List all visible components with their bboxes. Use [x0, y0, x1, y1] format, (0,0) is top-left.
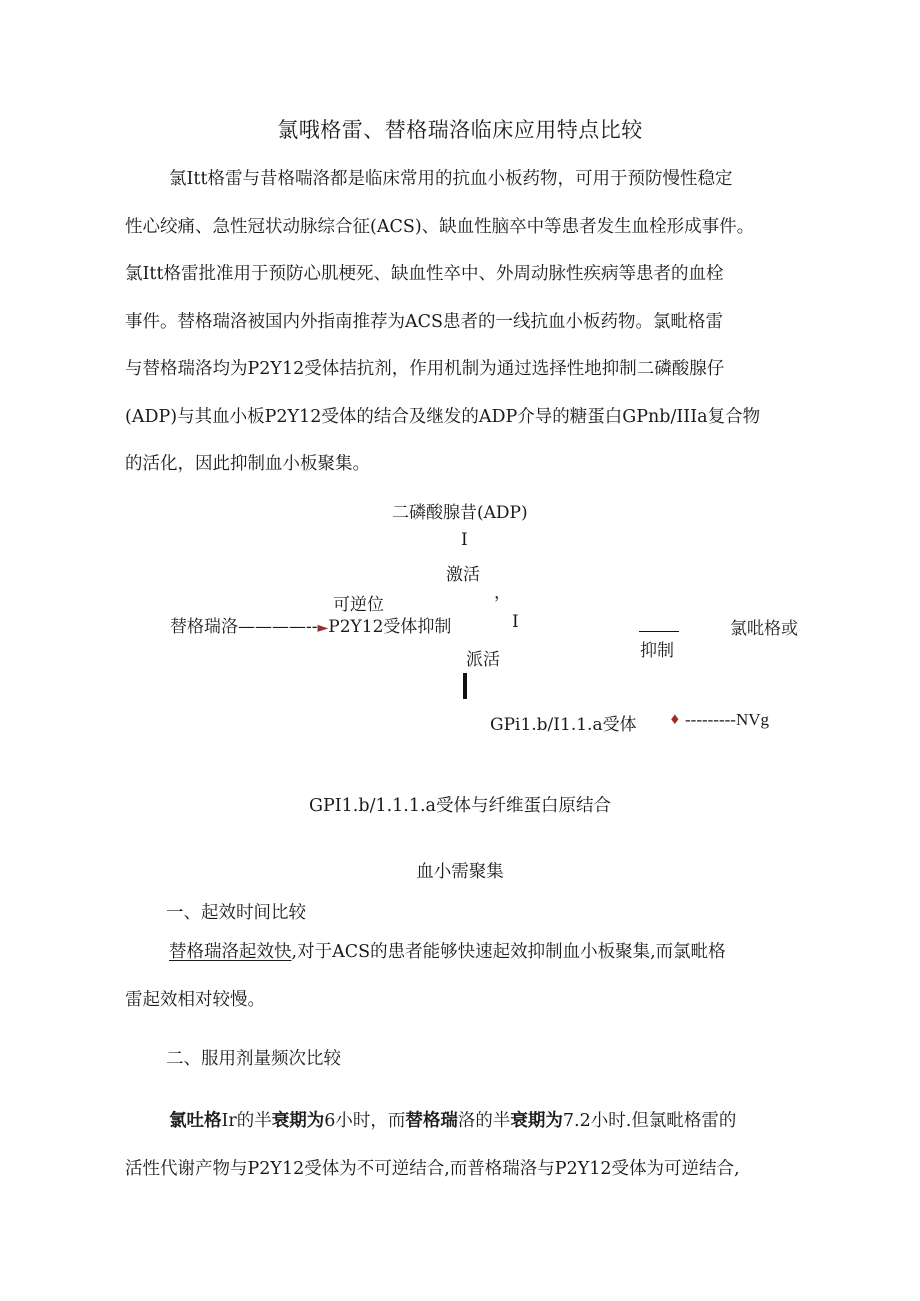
diagram-ticagrelor-row — [170, 612, 451, 637]
diagram-ticagrelor-label: 替格瑞洛 — [170, 617, 238, 637]
arrow-right-icon: ► — [317, 620, 329, 636]
diagram-comma: ， — [494, 583, 511, 603]
section2-bold-1: 氯吐格 — [169, 1111, 222, 1131]
intro-line-5: 与替格瑞洛均为P2Y12受体拮抗剂，作用机制为通过选择性地抑制二磷酸腺仔 — [125, 359, 725, 379]
intro-paragraph — [125, 156, 815, 489]
section2-text-3: 洛的半 — [457, 1111, 511, 1131]
diagram-activate-label: 激活 — [446, 565, 480, 585]
section2-paragraph — [125, 1098, 815, 1193]
section2-line-2: 活性代谢产物与P2Y12受体为不可逆结合,而普格瑞洛与P2Y12受体为可逆结合, — [125, 1158, 740, 1179]
section1-paragraph — [125, 929, 815, 1024]
intro-line-2: 性心绞痛、急性冠状动脉综合征(ACS)、缺血性脑卒中等患者发生血栓形成事件。 — [125, 216, 755, 237]
diagram-adp-label: 二磷酸腺昔(ADP) — [392, 503, 528, 523]
diagram-activate2-label: 派活 — [466, 650, 500, 670]
diagram-p2y12-label: P2Y12受体抑制 — [328, 617, 452, 637]
intro-line-1: 氯Itt格雷与昔格喘洛都是临床常用的抗血小板药物，可用于预防慢性稳定 — [169, 169, 733, 189]
section1-line-1 — [125, 929, 815, 977]
section1-heading: 一、起效时间比较 — [166, 903, 306, 923]
diagram-i-mid: I — [512, 612, 519, 632]
diagram-dash-line: ————-- — [238, 617, 318, 637]
diagram-nvg-line: ---------NVg — [685, 710, 770, 729]
section2-text-1: Ir的半 — [221, 1111, 272, 1131]
diagram-i-top: I — [461, 530, 468, 550]
diagram-clopidogrel-label: 氯吡格或 — [730, 619, 798, 639]
diagram-vertical-bar — [463, 673, 467, 699]
diagram-platelet-aggregation-label: 血小需聚集 — [416, 862, 504, 882]
diagram-reversible-label: 可逆位 — [333, 595, 384, 615]
intro-line-3: 氯Itt格雷批准用于预防心肌梗死、缺血性卒中、外周动脉性疾病等患者的血栓 — [125, 264, 724, 284]
section2-bold-3: 替格瑞 — [405, 1111, 458, 1131]
diagram-gp-binding-label: GPI1.b/1.1.1.a受体与纤维蛋白原结合 — [309, 796, 611, 816]
document-title: 氯哦格雷、替格瑞洛临床应用特点比较 — [277, 118, 643, 142]
section2-heading: 二、服用剂量频次比较 — [166, 1049, 341, 1069]
section1-underlined-text: 替格瑞洛起效快 — [169, 942, 292, 962]
intro-line-4: 事件。替格瑞洛被国内外指南推荐为ACS患者的一线抗血小板药物。氯毗格雷 — [125, 311, 724, 332]
diamond-icon: ♦ — [669, 713, 681, 728]
section2-line-1 — [125, 1098, 815, 1146]
section2-bold-2: 衰期为 — [271, 1111, 325, 1131]
diagram-gp-receptor-label: GPi1.b/I1.1.a受体 — [490, 715, 637, 735]
section2-text-2: 6小时，而 — [324, 1111, 406, 1131]
diagram-inhibit-line — [639, 631, 679, 632]
section1-line-2: 雷起效相对较慢。 — [125, 989, 265, 1010]
intro-line-6: (ADP)与其血小板P2Y12受体的结合及继发的ADP介导的糖蛋白GPnb/IIIa复合物 — [125, 406, 761, 427]
intro-line-7: 的活化，因此抑制血小板聚集。 — [125, 454, 370, 474]
diagram-inhibit-label: 抑制 — [640, 641, 674, 661]
section1-line-1-rest: ,对于ACS的患者能够快速起效抑制血小板聚集,而氯毗格 — [291, 942, 726, 962]
section2-bold-4: 衰期为 — [510, 1111, 563, 1131]
section2-text-4: 7.2小时.但氯毗格雷的 — [562, 1111, 737, 1131]
